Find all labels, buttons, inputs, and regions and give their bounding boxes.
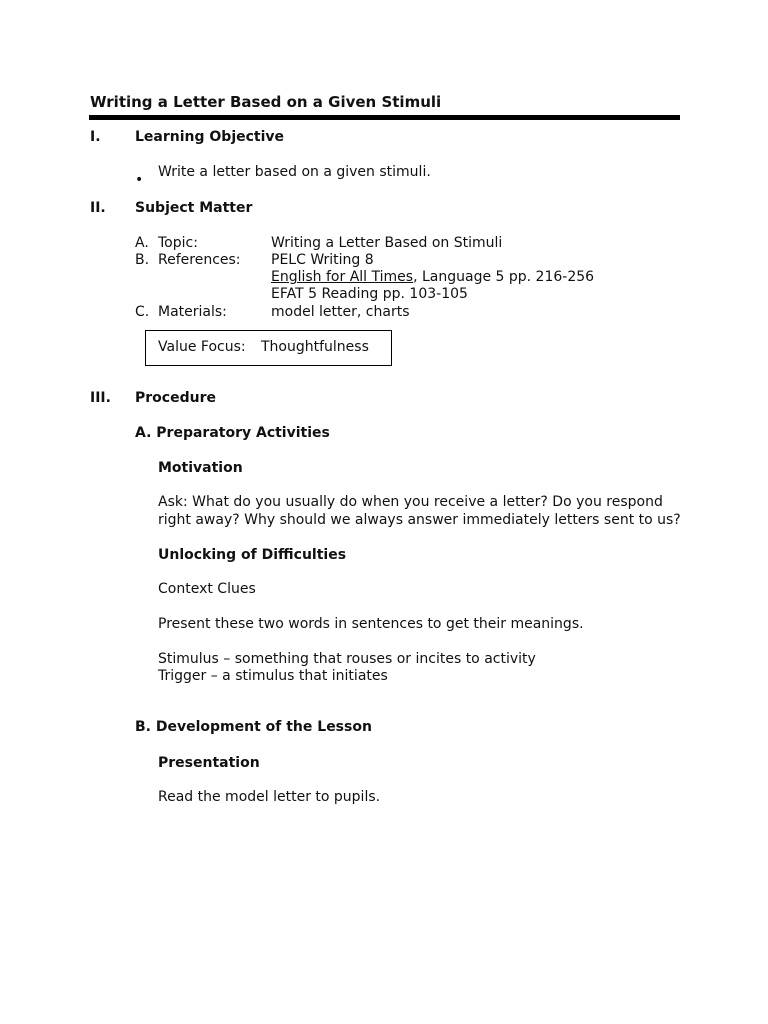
development-heading: B. Development of the Lesson bbox=[135, 719, 372, 735]
value-focus-label: Value Focus: bbox=[158, 339, 246, 355]
motivation-text-line-1: Ask: What do you usually do when you receive a letter? Do you respond bbox=[158, 494, 663, 510]
bullet-icon: • bbox=[135, 172, 144, 188]
reference-book-line bbox=[271, 269, 594, 286]
references-label: References: bbox=[158, 252, 241, 268]
unlocking-difficulties-heading: Unlocking of Difficulties bbox=[158, 547, 347, 563]
motivation-heading: Motivation bbox=[158, 460, 243, 476]
reference-book-pages: , Language 5 pp. 216-256 bbox=[413, 269, 595, 285]
topic-letter: A. bbox=[135, 235, 149, 251]
references-value: PELC Writing 8 bbox=[271, 252, 374, 268]
materials-letter: C. bbox=[135, 304, 150, 320]
materials-label: Materials: bbox=[158, 304, 227, 320]
section-1-heading: Learning Objective bbox=[135, 129, 285, 145]
reference-book-title: English for All Times bbox=[271, 269, 414, 285]
presentation-heading: Presentation bbox=[158, 755, 260, 771]
topic-value: Writing a Letter Based on Stimuli bbox=[271, 235, 503, 251]
section-3-numeral: III. bbox=[90, 390, 111, 406]
materials-value: model letter, charts bbox=[271, 304, 410, 320]
references-letter: B. bbox=[135, 252, 150, 268]
section-1-numeral: I. bbox=[90, 129, 101, 145]
value-focus-value: Thoughtfulness bbox=[261, 339, 369, 355]
stimulus-definition: Stimulus – something that rouses or incites to activity bbox=[158, 651, 536, 667]
preparatory-activities-heading: A. Preparatory Activities bbox=[135, 425, 330, 441]
section-2-numeral: II. bbox=[90, 200, 106, 216]
section-2-heading: Subject Matter bbox=[135, 200, 253, 216]
page-title: Writing a Letter Based on a Given Stimuli bbox=[90, 93, 442, 111]
presentation-text: Read the model letter to pupils. bbox=[158, 789, 381, 805]
reference-extra: EFAT 5 Reading pp. 103-105 bbox=[271, 286, 468, 302]
title-rule bbox=[89, 115, 680, 120]
trigger-definition: Trigger – a stimulus that initiates bbox=[158, 668, 388, 684]
topic-label: Topic: bbox=[158, 235, 198, 251]
objective-text: Write a letter based on a given stimuli. bbox=[158, 164, 431, 180]
context-clues-text: Context Clues bbox=[158, 581, 256, 597]
section-3-heading: Procedure bbox=[135, 390, 216, 406]
motivation-text-line-2: right away? Why should we always answer immediately letters sent to us? bbox=[158, 512, 681, 528]
present-words-text: Present these two words in sentences to get their meanings. bbox=[158, 616, 584, 632]
